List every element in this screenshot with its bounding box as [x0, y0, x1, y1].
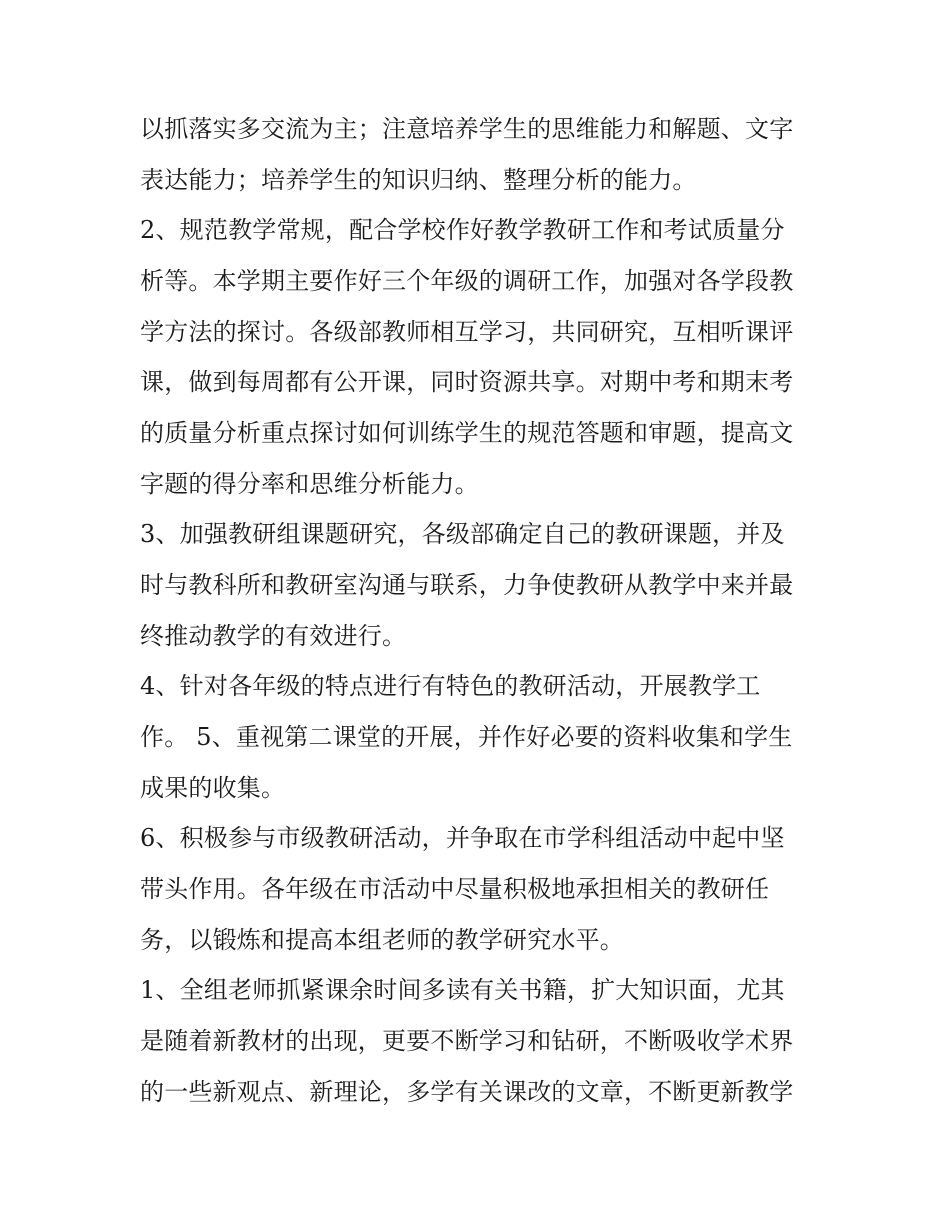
text-line: 2、规范教学常规，配合学校作好教学教研工作和考试质量分 [140, 216, 785, 244]
text-line: 1、全组老师抓紧课余时间多读有关书籍，扩大知识面，尤其 [140, 976, 785, 1004]
text-line: 4、针对各年级的特点进行有特色的教研活动，开展教学工 [140, 672, 761, 700]
text-line: 终推动教学的有效进行。 [140, 622, 407, 650]
text-line: 带头作用。各年级在市活动中尽量积极地承担相关的教研任 [140, 875, 770, 903]
text-line: 析等。本学期主要作好三个年级的调研工作，加强对各学段教 [140, 267, 794, 295]
text-line: 课，做到每周都有公开课，同时资源共享。对期中考和期末考 [140, 368, 794, 396]
text-line: 是随着新教材的出现，更要不断学习和钻研，不断吸收学术界 [140, 1027, 794, 1055]
text-line: 字题的得分率和思维分析能力。 [140, 470, 479, 498]
text-line: 表达能力；培养学生的知识归纳、整理分析的能力。 [140, 166, 697, 194]
text-line: 的质量分析重点探讨如何训练学生的规范答题和审题，提高文 [140, 419, 794, 447]
text-line: 6、积极参与市级教研活动，并争取在市学科组活动中起中坚 [140, 824, 785, 852]
text-line: 3、加强教研组课题研究，各级部确定自己的教研课题，并及 [140, 520, 785, 548]
text-line: 务，以锻炼和提高本组老师的教学研究水平。 [140, 926, 624, 954]
text-line: 作。 5、重视第二课堂的开展，并作好必要的资料收集和学生 [140, 723, 793, 751]
text-line: 以抓落实多交流为主；注意培养学生的思维能力和解题、文字 [140, 115, 794, 143]
text-line: 学方法的探讨。各级部教师相互学习，共同研究，互相听课评 [140, 318, 794, 346]
text-line: 成果的收集。 [140, 774, 286, 802]
text-line: 时与教科所和教研室沟通与联系，力争使教研从教学中来并最 [140, 571, 794, 599]
text-line: 的一些新观点、新理论，多学有关课改的文章，不断更新教学 [140, 1078, 794, 1106]
